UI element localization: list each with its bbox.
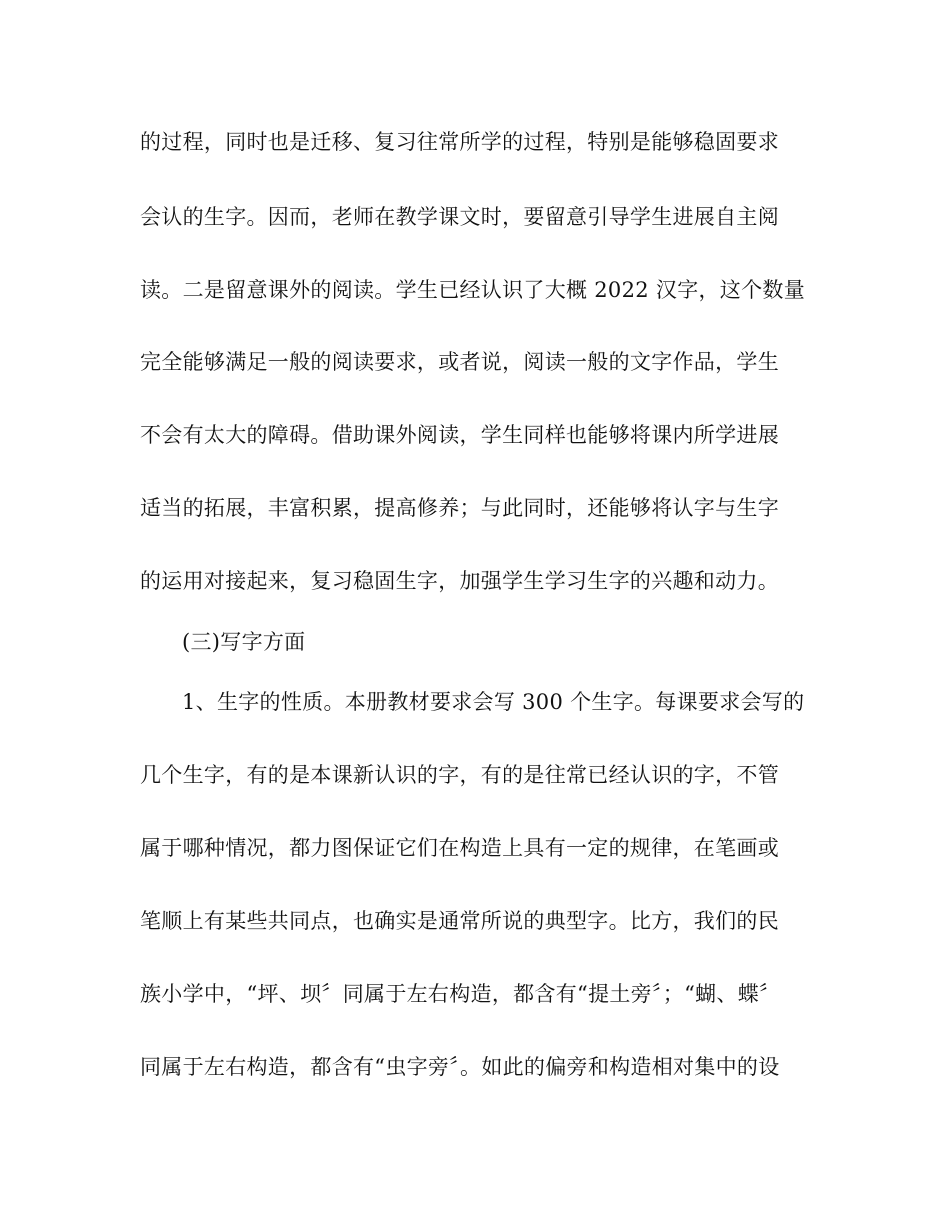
text-line: 1、生字的性质。本册教材要求会写 300 个生字。每课要求会写的	[182, 690, 805, 714]
text-line: 的过程，同时也是迁移、复习往常所学的过程，特别是能够稳固要求	[140, 130, 779, 154]
text-line: 适当的拓展，丰富积累，提高修养；与此同时，还能够将认字与生字	[140, 496, 779, 520]
text-line: 笔顺上有某些共同点，也确实是通常所说的典型字。比方，我们的民	[140, 909, 779, 933]
text-line: 属于哪种情况，都力图保证它们在构造上具有一定的规律，在笔画或	[140, 836, 779, 860]
text-line: 的运用对接起来，复习稳固生字，加强学生学习生字的兴趣和动力。	[140, 569, 779, 593]
text-line: 同属于左右构造，都含有“虫字旁〞。如此的偏旁和构造相对集中的设	[140, 1055, 780, 1079]
text-line: 完全能够满足一般的阅读要求，或者说，阅读一般的文字作品，学生	[140, 350, 779, 374]
text-line: 不会有太大的障碍。借助课外阅读，学生同样也能够将课内所学进展	[140, 423, 779, 447]
text-line: 族小学中，“坪、坝〞同属于左右构造，都含有“提土旁〞；“蝴、蝶〞	[140, 982, 781, 1006]
section-heading: (三)写字方面	[182, 630, 306, 654]
text-line: 读。二是留意课外的阅读。学生已经认识了大概 2022 汉字，这个数量	[140, 278, 805, 302]
text-line: 会认的生字。因而，老师在教学课文时，要留意引导学生进展自主阅	[140, 205, 779, 229]
text-line: 几个生字，有的是本课新认识的字，有的是往常已经认识的字，不管	[140, 763, 779, 787]
